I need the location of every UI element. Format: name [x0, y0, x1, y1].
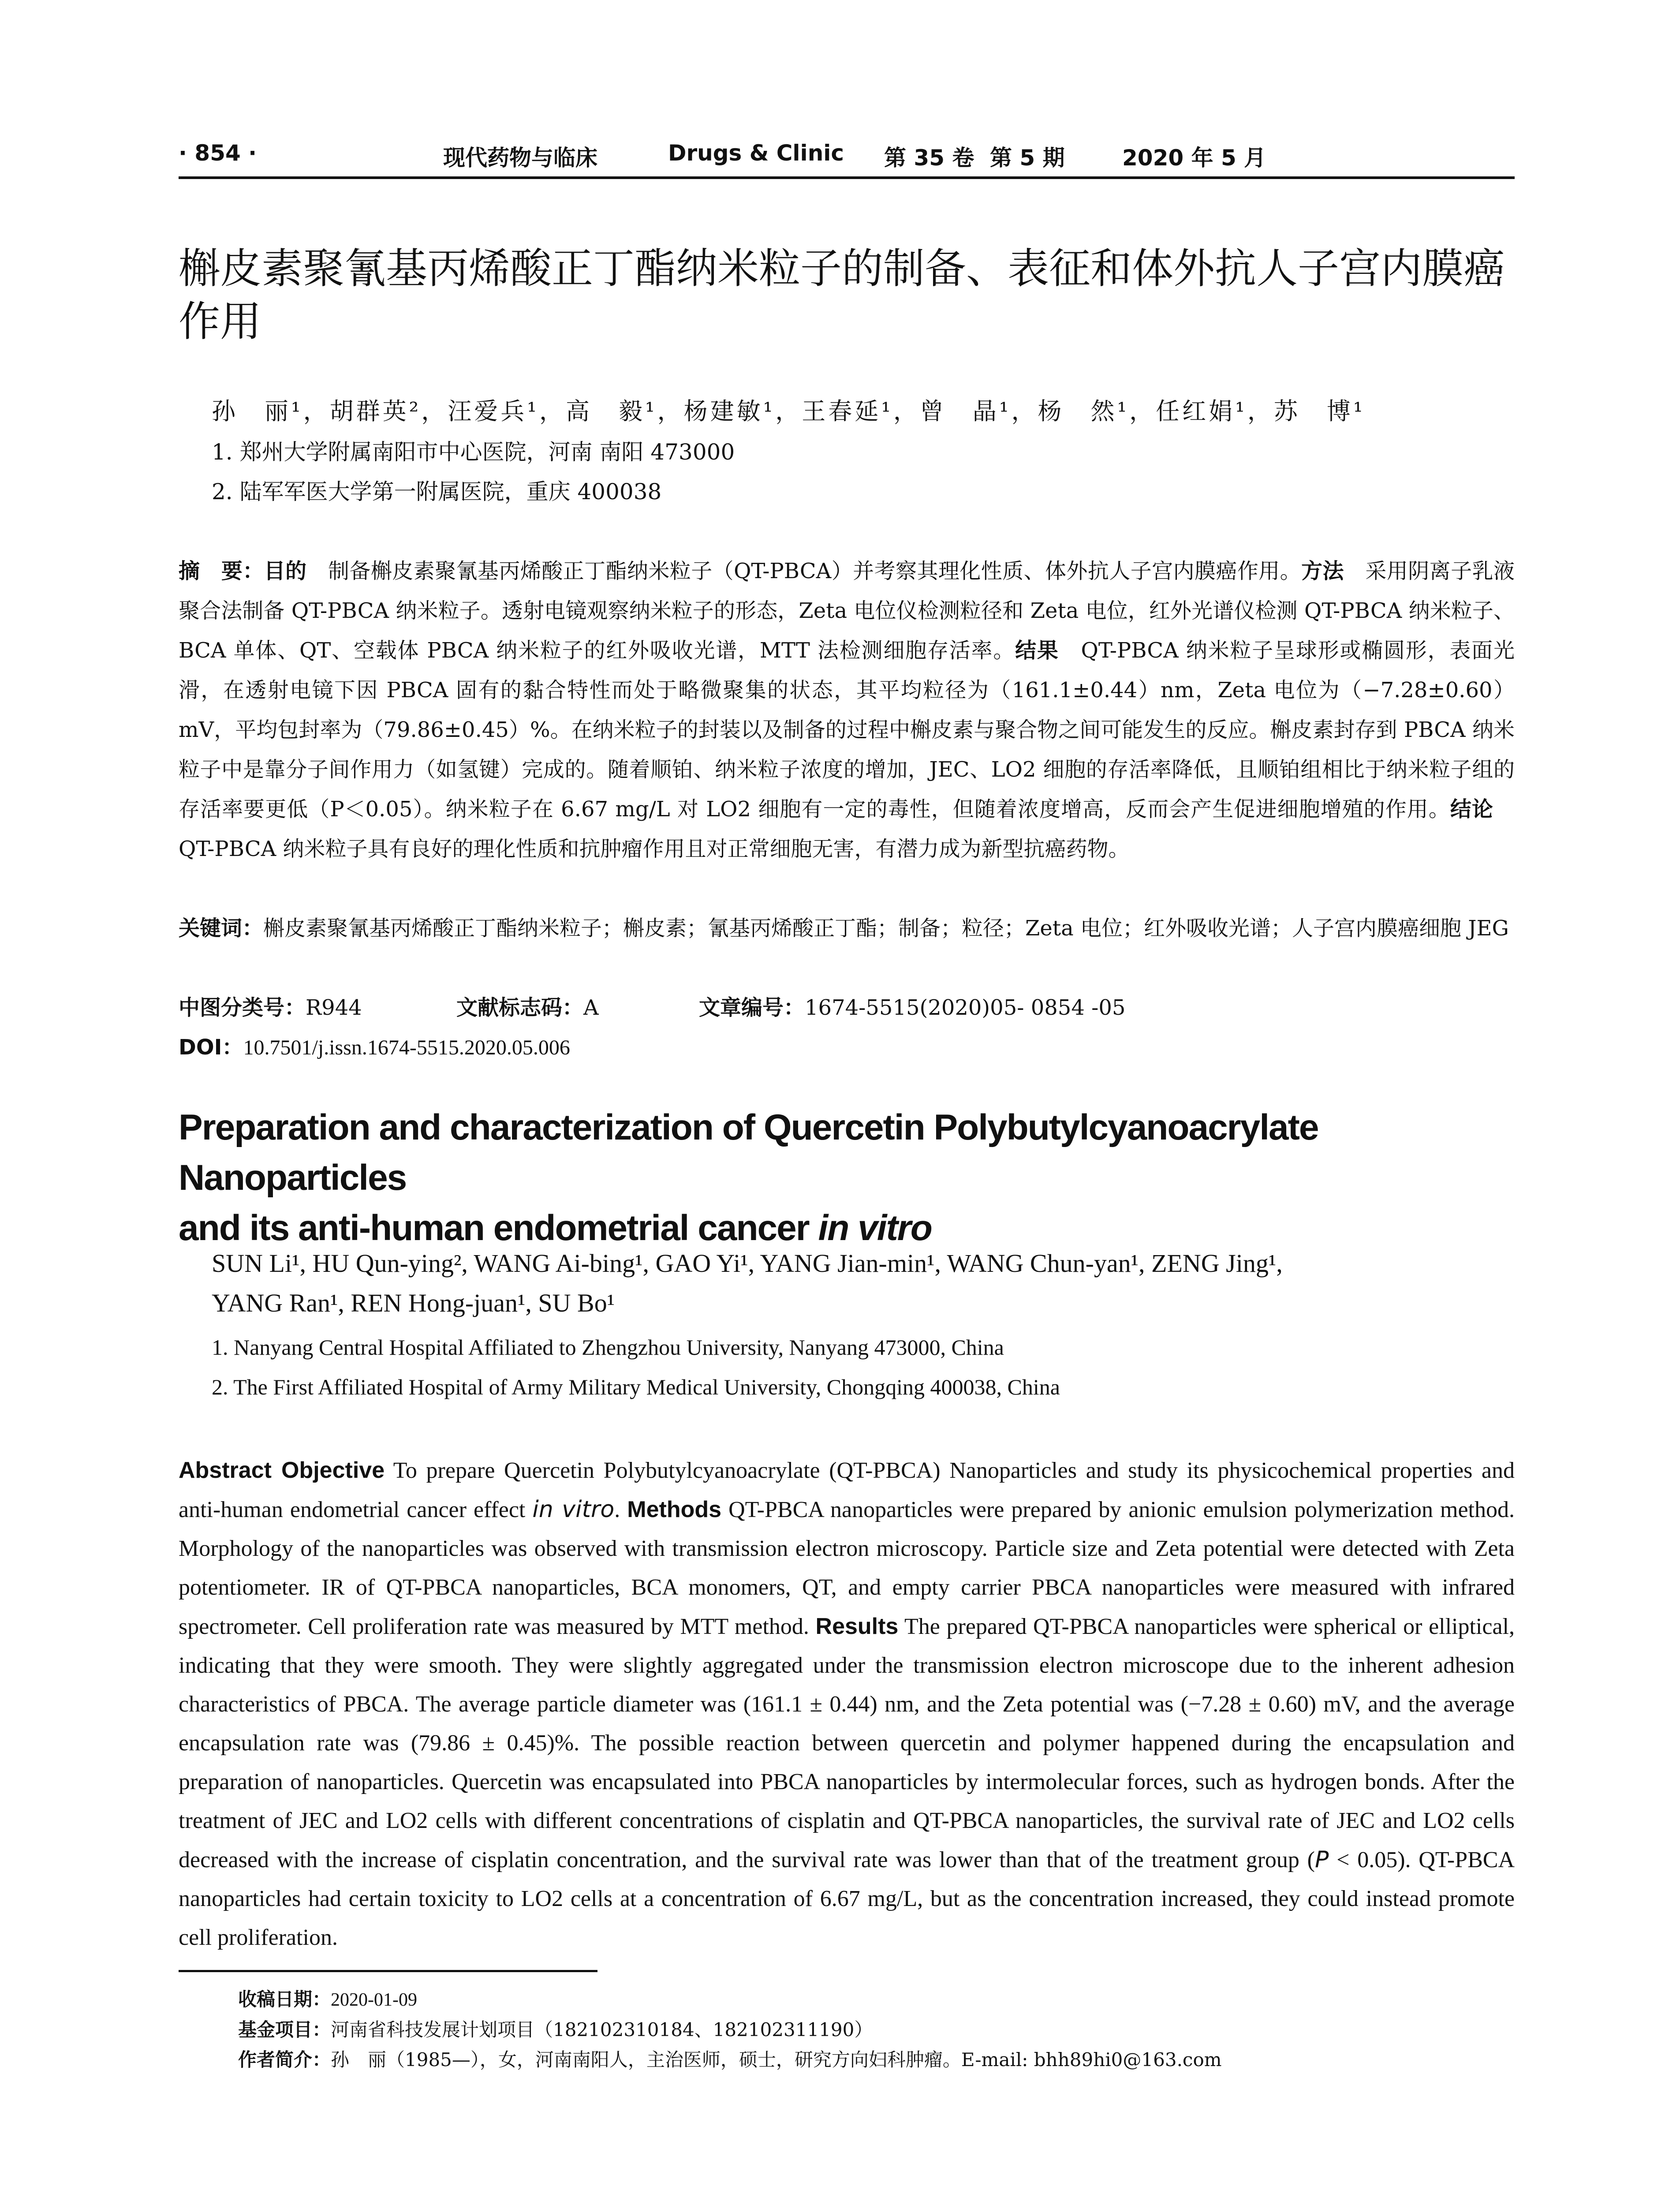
authors-en-line-1: SUN Li¹, HU Qun-ying², WANG Ai-bing¹, GAO Yi¹, YANG Jian-min¹, WANG Chun-yan¹, ZENG Jing¹,: [212, 1249, 1283, 1278]
affiliation-zh-1: 1. 郑州大学附属南阳市中心医院，河南 南阳 473000: [212, 439, 735, 465]
authors-en: [212, 1244, 1517, 1323]
affiliations-zh: [212, 432, 1490, 512]
footnote-author: 作者简介：孙 丽（1985—），女，河南南阳人，主治医师，硕士，研究方向妇科肿瘤。E-mail: bhh89hi0@163.com: [238, 2049, 1222, 2070]
doi-value: 10.7501/j.issn.1674-5515.2020.05.006: [243, 1036, 570, 1059]
article-number: 文章编号：1674-5515(2020)05- 0854 -05: [699, 995, 1126, 1020]
results-en-label: Results: [815, 1614, 899, 1639]
keywords-text: 槲皮素聚氰基丙烯酸正丁酯纳米粒子；槲皮素；氰基丙烯酸正丁酯；制备；粒径；Zeta 电位；红外吸收光谱；人子宫内膜癌细胞 JEG: [263, 916, 1509, 941]
title-en: [179, 1102, 1515, 1253]
methods-en-text: QT-PBCA nanoparticles were prepared by anionic emulsion polymerization method. Morphology of the nanoparticles was observed with transmission electron microscopy. Particle size and Zeta potential were detected with Zeta potentiometer. IR of QT-PBCA nanoparticles, BCA monomers, QT, and empty carrier PBCA nanoparticles were measured with infrared spectrometer. Cell proliferation rate was measured by MTT method.: [179, 1497, 1515, 1639]
affiliations-en: [212, 1327, 1490, 1407]
results-zh-text: QT-PBCA 纳米粒子呈球形或椭圆形，表面光滑，在透射电镜下因 PBCA 固有的黏合特性而处于略微聚集的状态，其平均粒径为（161.1±0.44）nm，Zeta 电位为（−7.28±0.60）mV，平均包封率为（79.86±0.45）%。在纳米粒子的封装以及制备的过程中槲皮素与聚合物之间可能发生的反应。槲皮素封存到 PBCA 纳米粒子中是靠分子间作用力（如氢键）完成的。随着顺铂、纳米粒子浓度的增加，JEC、LO2 细胞的存活率降低，且顺铂组相比于纳米粒子组的存活率要更低（P＜0.05）。纳米粒子在 6.67 mg/L 对 LO2 细胞有一定的毒性，但随着浓度增高，反而会产生促进细胞增殖的作用。: [179, 638, 1515, 822]
abstract-zh: [179, 551, 1515, 869]
title-zh-line-1: 槲皮素聚氰基丙烯酸正丁酯纳米粒子的制备、表征和体外抗人子宫内膜癌: [179, 245, 1505, 293]
title-en-line-2: and its anti-human endometrial cancer in vitro: [179, 1208, 932, 1248]
page-number: · 854 ·: [179, 140, 257, 166]
volume: 第 35 卷: [884, 145, 974, 171]
classification-line: [179, 988, 1515, 1028]
affiliation-en-1: 1. Nanyang Central Hospital Affiliated to Zhengzhou University, Nanyang 473000, China: [212, 1335, 1004, 1360]
affiliation-en-2: 2. The First Affiliated Hospital of Army Military Medical University, Chongqing 400038, China: [212, 1375, 1060, 1399]
doi-line: [179, 1028, 1515, 1068]
running-header: [179, 140, 1515, 176]
objective-en-label: Abstract Objective: [179, 1458, 385, 1483]
journal-name-en: Drugs & Clinic: [668, 140, 844, 166]
authors-en-line-2: YANG Ran¹, REN Hong-juan¹, SU Bo¹: [212, 1289, 615, 1317]
results-en-text: The prepared QT-PBCA nanoparticles were spherical or elliptical, indicating that they were smooth. They were slightly aggregated under the transmission electron microscope due to the inherent adhesion characteristics of PBCA. The average particle diameter was (161.1 ± 0.44) nm, and the Zeta potential was (−7.28 ± 0.60) mV, and the average encapsulation rate was (79.86 ± 0.45)%. The possible reaction between quercetin and polymer happened during the encapsulation and preparation of nanoparticles. Quercetin was encapsulated into PBCA nanoparticles by intermolecular forces, such as hydrogen bonds. After the treatment of JEC and LO2 cells with different concentrations of cisplatin and QT-PBCA nanoparticles, the survival rate of JEC and LO2 cells decreased with the increase of cisplatin concentration, and the survival rate was lower than that of the treatment group (: [179, 1614, 1515, 1872]
clc-code: 中图分类号：R944: [179, 995, 362, 1020]
title-en-italic: in vitro: [818, 1208, 932, 1248]
footnote-fund: 基金项目：河南省科技发展计划项目（182102310184、182102311190）: [238, 2019, 873, 2041]
journal-name-zh: 现代药物与临床: [443, 145, 597, 171]
objective-zh-text: 制备槲皮素聚氰基丙烯酸正丁酯纳米粒子（QT-PBCA）并考察其理化性质、体外抗人子宫内膜癌作用。: [306, 559, 1302, 583]
methods-zh-text: 采用阴离子乳液聚合法制备 QT-PBCA 纳米粒子。透射电镜观察纳米粒子的形态，Zeta 电位仪检测粒径和 Zeta 电位，红外光谱仪检测 QT-PBCA 纳米粒子、BCA 单体、QT、空载体 PBCA 纳米粒子的红外吸收光谱，MTT 法检测细胞存活率。: [179, 559, 1515, 663]
conclusion-zh-label: 结论: [1450, 797, 1493, 822]
objective-en-italic: in vitro: [532, 1496, 615, 1523]
methods-zh-label: 方法: [1301, 559, 1344, 583]
objective-en-text: To prepare Quercetin Polybutylcyanoacrylate (QT-PBCA) Nanoparticles and study its physicochemical properties and anti-human endometrial cancer effect: [179, 1458, 1515, 1522]
methods-en-label: Methods: [627, 1497, 722, 1522]
results-zh-label: 结果: [1015, 638, 1059, 663]
keywords-label: 关键词：: [179, 916, 264, 941]
header-rule: [179, 176, 1515, 179]
authors-zh: 孙 丽¹，胡群英²，汪爱兵¹，高 毅¹，杨建敏¹，王春延¹，曾 晶¹，杨 然¹，任红娟¹，苏 博¹: [212, 397, 1366, 425]
keywords-zh: [179, 908, 1515, 948]
footnotes: [238, 1984, 1517, 2075]
abstract-zh-label: 摘 要：: [179, 559, 264, 583]
title-zh-line-2: 作用: [179, 298, 262, 346]
title-zh: [179, 243, 1515, 348]
footnote-rule: [179, 1970, 597, 1972]
results-en-p: P: [1314, 1846, 1329, 1873]
results-en-end: < 0.05). QT-PBCA nanoparticles had certain toxicity to LO2 cells at a concentration of 6.67 mg/L, but as the concentration increased, they could instead promote cell proliferation.: [179, 1847, 1515, 1950]
issue: 第 5 期: [990, 145, 1065, 171]
footnote-received: 收稿日期：2020-01-09: [238, 1988, 417, 2010]
doi-label: DOI：: [179, 1035, 243, 1060]
title-en-line-1: Preparation and characterization of Quercetin Polybutylcyanoacrylate Nanoparticles: [179, 1107, 1318, 1198]
objective-zh-label: 目的: [264, 559, 307, 583]
affiliation-zh-2: 2. 陆军军医大学第一附属医院，重庆 400038: [212, 479, 662, 505]
conclusion-zh-text: QT-PBCA 纳米粒子具有良好的理化性质和抗肿瘤作用且对正常细胞无害，有潜力成为新型抗癌药物。: [179, 797, 1515, 861]
abstract-en: Abstract Objective To prepare Quercetin Polybutylcyanoacrylate (QT-PBCA) Nanoparticles and study its physicochemical properties and anti-human endometrial cancer effect in vitro. Methods QT-PBCA nanoparticles were prepared by anionic emulsion polymerization method. Morphology of the nanoparticles was observed with transmission electron microscopy. Particle size and Zeta potential were detected with Zeta potentiometer. IR of QT-PBCA nanoparticles, BCA monomers, QT, and empty carrier PBCA nanoparticles were measured with infrared spectrometer. Cell proliferation rate was measured by MTT method. Results The prepared QT-PBCA nanoparticles were spherical or elliptical, indicating that they were smooth. They were slightly aggregated under the transmission electron microscope due to the inherent adhesion characteristics of PBCA. The average particle diameter was (161.1 ± 0.44) nm, and the Zeta potential was (−7.28 ± 0.60) mV, and the average encapsulation rate was (79.86 ± 0.45)%. The possible reaction between quercetin and polymer happened during the encapsulation and preparation of nanoparticles. Quercetin was encapsulated into PBCA nanoparticles by intermolecular forces, such as hydrogen bonds. After the treatment of JEC and LO2 cells with different concentrations of cisplatin and QT-PBCA nanoparticles, the survival rate of JEC and LO2 cells decreased with the increase of cisplatin concentration, and the survival rate was lower than that of the treatment group (P < 0.05). QT-PBCA nanoparticles had certain toxicity to LO2 cells at a concentration of 6.67 mg/L, but as the concentration increased, they could instead promote cell proliferation.: [179, 1458, 1515, 1950]
document-code: 文献标志码：A: [456, 995, 599, 1020]
publication-date: 2020 年 5 月: [1122, 145, 1266, 171]
